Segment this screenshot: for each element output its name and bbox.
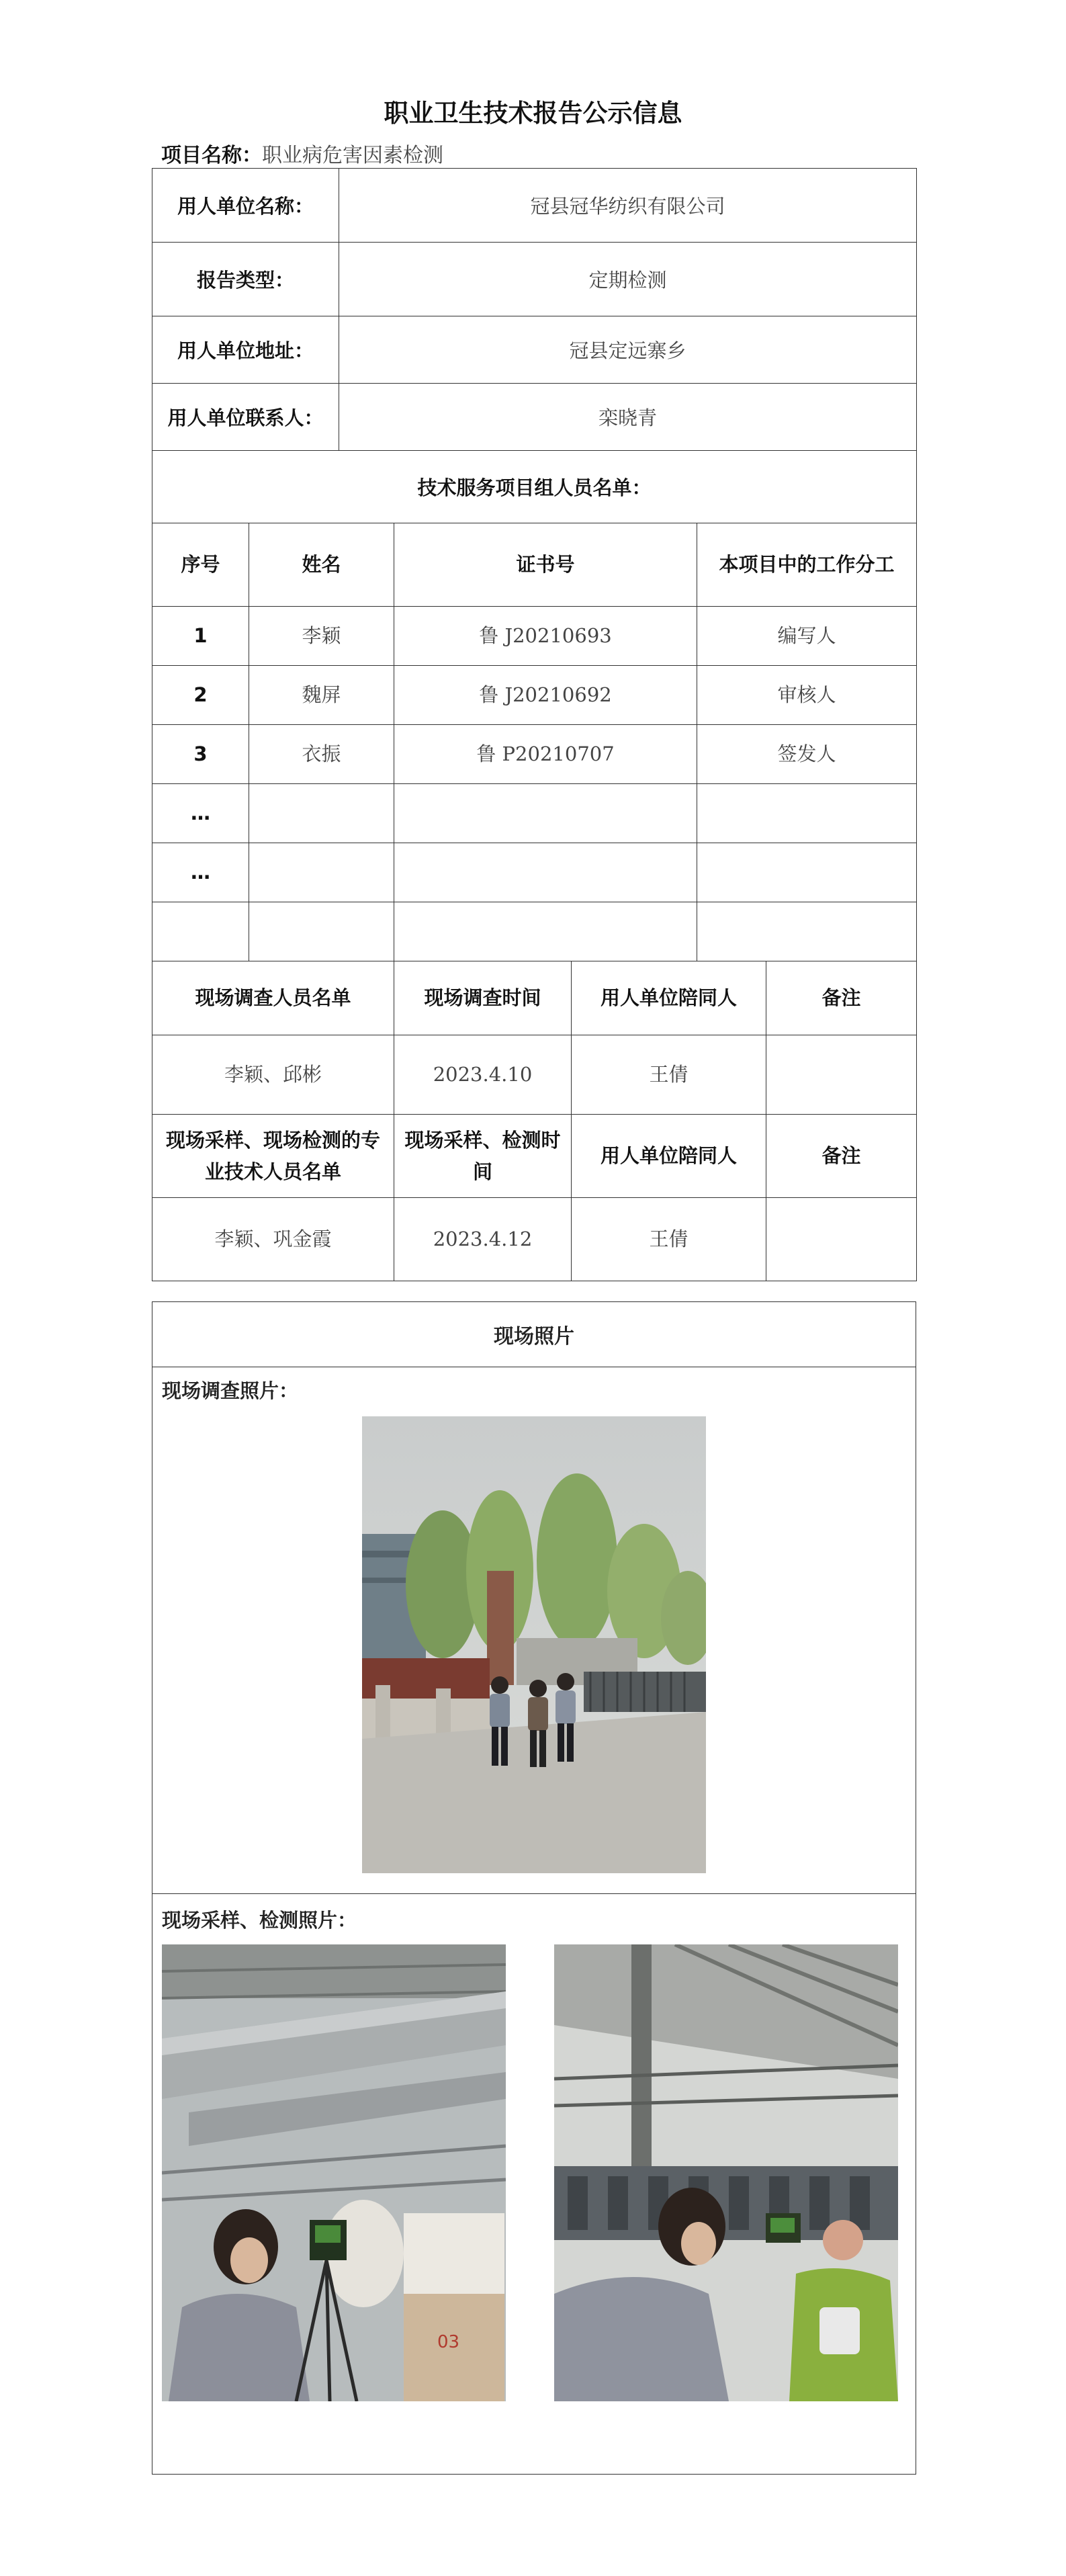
table-row [152, 607, 917, 666]
member-role: 签发人 [697, 725, 917, 784]
member-role: 编写人 [697, 607, 917, 666]
survey-header-companion: 用人单位陪同人 [572, 961, 766, 1035]
sampling-photo-right-image [554, 1944, 898, 2401]
project-label: 项目名称： [161, 144, 262, 167]
team-header-row [152, 523, 917, 607]
member-no: … [152, 843, 249, 902]
member-name: 魏屏 [249, 666, 394, 725]
member-role [697, 843, 917, 902]
sampling-staff: 李颖、巩金霞 [152, 1198, 394, 1281]
survey-photo-label: 现场调查照片： [162, 1379, 299, 1402]
row-report-type [152, 243, 917, 316]
table-row [152, 784, 917, 843]
survey-photo-image [362, 1416, 706, 1873]
member-no: 1 [152, 607, 249, 666]
table-row [152, 843, 917, 902]
photos-header: 现场照片 [152, 1302, 916, 1367]
row-contact [152, 384, 917, 451]
survey-row [152, 1035, 917, 1115]
member-cert: 鲁 J20210692 [394, 666, 697, 725]
sampling-photo-right [554, 1944, 898, 2401]
member-no [152, 902, 249, 961]
team-header-cert: 证书号 [394, 523, 697, 607]
survey-note [766, 1035, 917, 1115]
table-row [152, 725, 917, 784]
address-label: 用人单位地址： [152, 316, 339, 384]
sampling-companion: 王倩 [572, 1198, 766, 1281]
sampling-photo-left [162, 1944, 506, 2401]
sampling-header-companion: 用人单位陪同人 [572, 1115, 766, 1198]
table-row [152, 902, 917, 961]
member-cert [394, 902, 697, 961]
sampling-photo-left-image [162, 1944, 506, 2401]
member-name: 李颖 [249, 607, 394, 666]
member-no: … [152, 784, 249, 843]
survey-header-note: 备注 [766, 961, 917, 1035]
team-table [152, 523, 917, 961]
info-table [152, 168, 917, 523]
sampling-header-note: 备注 [766, 1115, 917, 1198]
member-name [249, 784, 394, 843]
site-photos-panel [152, 1301, 916, 2475]
sampling-note [766, 1198, 917, 1281]
member-name: 衣振 [249, 725, 394, 784]
member-cert: 鲁 J20210693 [394, 607, 697, 666]
address-value: 冠县定远寨乡 [339, 316, 917, 384]
page-title: 职业卫生技术报告公示信息 [384, 99, 682, 128]
unit-name-value: 冠县冠华纺织有限公司 [339, 169, 917, 243]
survey-header-time: 现场调查时间 [394, 961, 572, 1035]
survey-time: 2023.4.10 [394, 1035, 572, 1115]
team-header-role: 本项目中的工作分工 [697, 523, 917, 607]
member-name [249, 843, 394, 902]
project-value: 职业病危害因素检测 [262, 144, 443, 167]
sampling-header-staff: 现场采样、现场检测的专业技术人员名单 [152, 1115, 394, 1198]
report-type-label: 报告类型： [152, 243, 339, 316]
member-name [249, 902, 394, 961]
sampling-time: 2023.4.12 [394, 1198, 572, 1281]
contact-value: 栾晓青 [339, 384, 917, 451]
photo-divider [152, 1893, 916, 1894]
member-cert [394, 843, 697, 902]
survey-table [152, 961, 917, 1281]
unit-name-label: 用人单位名称： [152, 169, 339, 243]
survey-companion: 王倩 [572, 1035, 766, 1115]
member-no: 2 [152, 666, 249, 725]
member-cert: 鲁 P20210707 [394, 725, 697, 784]
survey-header-row [152, 961, 917, 1035]
member-role: 审核人 [697, 666, 917, 725]
table-row [152, 666, 917, 725]
member-cert [394, 784, 697, 843]
contact-label: 用人单位联系人： [152, 384, 339, 451]
project-line [161, 138, 443, 168]
report-type-value: 定期检测 [339, 243, 917, 316]
row-address [152, 316, 917, 384]
team-header-no: 序号 [152, 523, 249, 607]
sampling-photo-label: 现场采样、检测照片： [162, 1909, 357, 1932]
sampling-header-time: 现场采样、检测时间 [394, 1115, 572, 1198]
survey-header-staff: 现场调查人员名单 [152, 961, 394, 1035]
team-header-name: 姓名 [249, 523, 394, 607]
sampling-row [152, 1198, 917, 1281]
team-title: 技术服务项目组人员名单： [152, 451, 917, 523]
row-team-title [152, 451, 917, 523]
survey-staff: 李颖、邱彬 [152, 1035, 394, 1115]
member-role [697, 784, 917, 843]
sampling-header-row [152, 1115, 917, 1198]
member-no: 3 [152, 725, 249, 784]
survey-photo [362, 1416, 706, 1873]
svg-text:03: 03 [437, 2332, 460, 2352]
row-unit-name [152, 169, 917, 243]
member-role [697, 902, 917, 961]
